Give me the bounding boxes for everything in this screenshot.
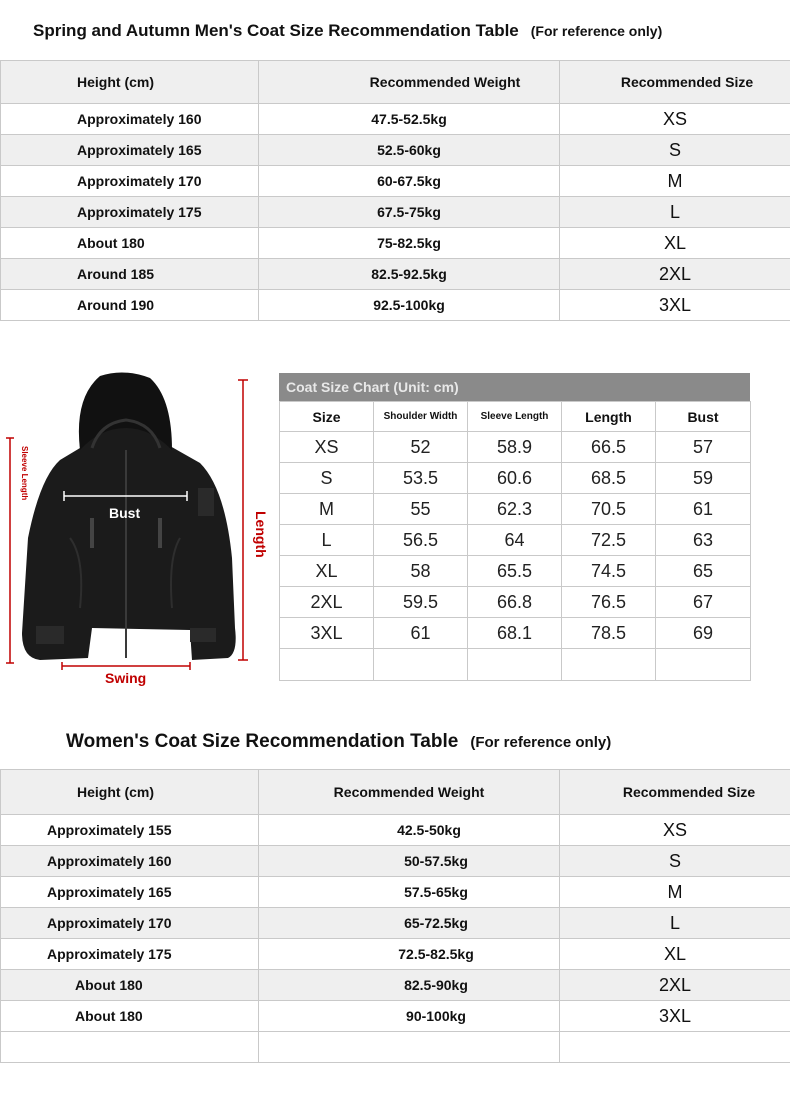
women-size-table: [0, 769, 790, 1063]
men-note-text: (For reference only): [530, 23, 663, 39]
size-cell: XS: [280, 432, 374, 463]
weight-cell: 90-100kg: [259, 1001, 560, 1032]
weight-cell: 42.5-50kg: [259, 815, 560, 846]
bust-cell: 63: [656, 525, 751, 556]
table-row: [280, 432, 751, 463]
table-row: [280, 494, 751, 525]
height-cell: Approximately 175: [1, 197, 259, 228]
size-cell: S: [280, 463, 374, 494]
header-shoulder-width: Shoulder Width: [374, 402, 468, 432]
size-cell: XS: [560, 815, 790, 846]
header-weight: Recommended Weight: [259, 61, 560, 104]
table-row: [1, 228, 790, 259]
shoulder-cell: 59.5: [374, 587, 468, 618]
table-row: [1, 939, 790, 970]
sleeve-cell: 64: [468, 525, 562, 556]
size-cell: M: [560, 166, 790, 197]
coat-size-chart: [279, 373, 750, 681]
sleeve-length-label: Sleeve Length: [20, 446, 29, 501]
size-cell: XS: [560, 104, 790, 135]
table-row: [1, 1001, 790, 1032]
coat-chart-title: Coat Size Chart (Unit: cm): [279, 373, 750, 401]
header-size: Size: [280, 402, 374, 432]
table-row: [1, 259, 790, 290]
length-label: Length: [253, 511, 269, 558]
size-cell: XL: [560, 228, 790, 259]
size-cell: S: [560, 135, 790, 166]
bust-cell: 61: [656, 494, 751, 525]
coat-chart-header-row: [280, 402, 751, 432]
height-cell: Approximately 170: [1, 908, 259, 939]
men-size-table: [0, 60, 790, 321]
sleeve-cell: 68.1: [468, 618, 562, 649]
women-table-title: [66, 731, 611, 753]
size-cell: 3XL: [280, 618, 374, 649]
height-cell: Approximately 165: [1, 877, 259, 908]
table-row: [1, 197, 790, 228]
length-cell: 78.5: [562, 618, 656, 649]
women-header-row: [1, 770, 790, 815]
weight-cell: 75-82.5kg: [259, 228, 560, 259]
table-row: [280, 556, 751, 587]
table-row: [280, 525, 751, 556]
sleeve-cell: 62.3: [468, 494, 562, 525]
weight-cell: 47.5-52.5kg: [259, 104, 560, 135]
height-cell: Approximately 155: [1, 815, 259, 846]
height-cell: About 180: [1, 970, 259, 1001]
header-height: Height (cm): [1, 61, 259, 104]
sleeve-cell: 66.8: [468, 587, 562, 618]
header-sleeve-length: Sleeve Length: [468, 402, 562, 432]
size-cell: M: [560, 877, 790, 908]
height-cell: Approximately 160: [1, 104, 259, 135]
swing-label: Swing: [105, 670, 147, 686]
height-cell: Approximately 160: [1, 846, 259, 877]
weight-cell: 82.5-90kg: [259, 970, 560, 1001]
size-cell: M: [280, 494, 374, 525]
empty-row: [1, 1032, 790, 1063]
bust-cell: 69: [656, 618, 751, 649]
bust-cell: 65: [656, 556, 751, 587]
jacket-illustration: [0, 368, 278, 688]
table-row: [1, 877, 790, 908]
men-table-title: [33, 21, 662, 41]
weight-cell: 52.5-60kg: [259, 135, 560, 166]
height-cell: About 180: [1, 228, 259, 259]
size-cell: 2XL: [280, 587, 374, 618]
size-cell: XL: [560, 939, 790, 970]
length-cell: 68.5: [562, 463, 656, 494]
weight-cell: 72.5-82.5kg: [259, 939, 560, 970]
height-cell: Approximately 165: [1, 135, 259, 166]
length-cell: 74.5: [562, 556, 656, 587]
size-cell: L: [560, 197, 790, 228]
table-row: [280, 618, 751, 649]
bust-cell: 59: [656, 463, 751, 494]
size-cell: 3XL: [560, 290, 790, 321]
table-row: [280, 463, 751, 494]
length-cell: 66.5: [562, 432, 656, 463]
height-cell: Around 190: [1, 290, 259, 321]
weight-cell: 60-67.5kg: [259, 166, 560, 197]
height-cell: Approximately 170: [1, 166, 259, 197]
weight-cell: 50-57.5kg: [259, 846, 560, 877]
weight-cell: 67.5-75kg: [259, 197, 560, 228]
table-row: [1, 135, 790, 166]
table-row: [1, 846, 790, 877]
size-cell: 2XL: [560, 970, 790, 1001]
header-length: Length: [562, 402, 656, 432]
weight-cell: 65-72.5kg: [259, 908, 560, 939]
height-cell: About 180: [1, 1001, 259, 1032]
header-height: Height (cm): [1, 770, 259, 815]
shoulder-cell: 55: [374, 494, 468, 525]
header-bust: Bust: [656, 402, 751, 432]
women-note-text: (For reference only): [470, 734, 612, 751]
shoulder-cell: 53.5: [374, 463, 468, 494]
table-row: [1, 166, 790, 197]
length-cell: 76.5: [562, 587, 656, 618]
size-cell: S: [560, 846, 790, 877]
women-title-text: Women's Coat Size Recommendation Table: [66, 731, 459, 752]
shoulder-cell: 58: [374, 556, 468, 587]
shoulder-cell: 52: [374, 432, 468, 463]
size-cell: L: [560, 908, 790, 939]
table-row: [1, 908, 790, 939]
height-cell: Around 185: [1, 259, 259, 290]
men-title-text: Spring and Autumn Men's Coat Size Recommendation Table: [33, 21, 519, 40]
height-cell: Approximately 175: [1, 939, 259, 970]
men-header-row: [1, 61, 790, 104]
table-row: [1, 815, 790, 846]
shoulder-cell: 61: [374, 618, 468, 649]
size-cell: 3XL: [560, 1001, 790, 1032]
bust-cell: 67: [656, 587, 751, 618]
size-cell: 2XL: [560, 259, 790, 290]
sleeve-cell: 58.9: [468, 432, 562, 463]
header-weight: Recommended Weight: [259, 770, 560, 815]
sleeve-cell: 65.5: [468, 556, 562, 587]
table-row: [1, 104, 790, 135]
weight-cell: 57.5-65kg: [259, 877, 560, 908]
header-size: Recommended Size: [560, 61, 790, 104]
bust-cell: 57: [656, 432, 751, 463]
table-row: [1, 290, 790, 321]
weight-cell: 92.5-100kg: [259, 290, 560, 321]
length-cell: 70.5: [562, 494, 656, 525]
coat-chart-table: [279, 401, 751, 681]
shoulder-cell: 56.5: [374, 525, 468, 556]
size-cell: XL: [280, 556, 374, 587]
table-row: [1, 970, 790, 1001]
empty-row: [280, 649, 751, 681]
size-cell: L: [280, 525, 374, 556]
table-row: [280, 587, 751, 618]
weight-cell: 82.5-92.5kg: [259, 259, 560, 290]
length-cell: 72.5: [562, 525, 656, 556]
header-size: Recommended Size: [560, 770, 790, 815]
sleeve-cell: 60.6: [468, 463, 562, 494]
bust-label: Bust: [109, 505, 141, 521]
